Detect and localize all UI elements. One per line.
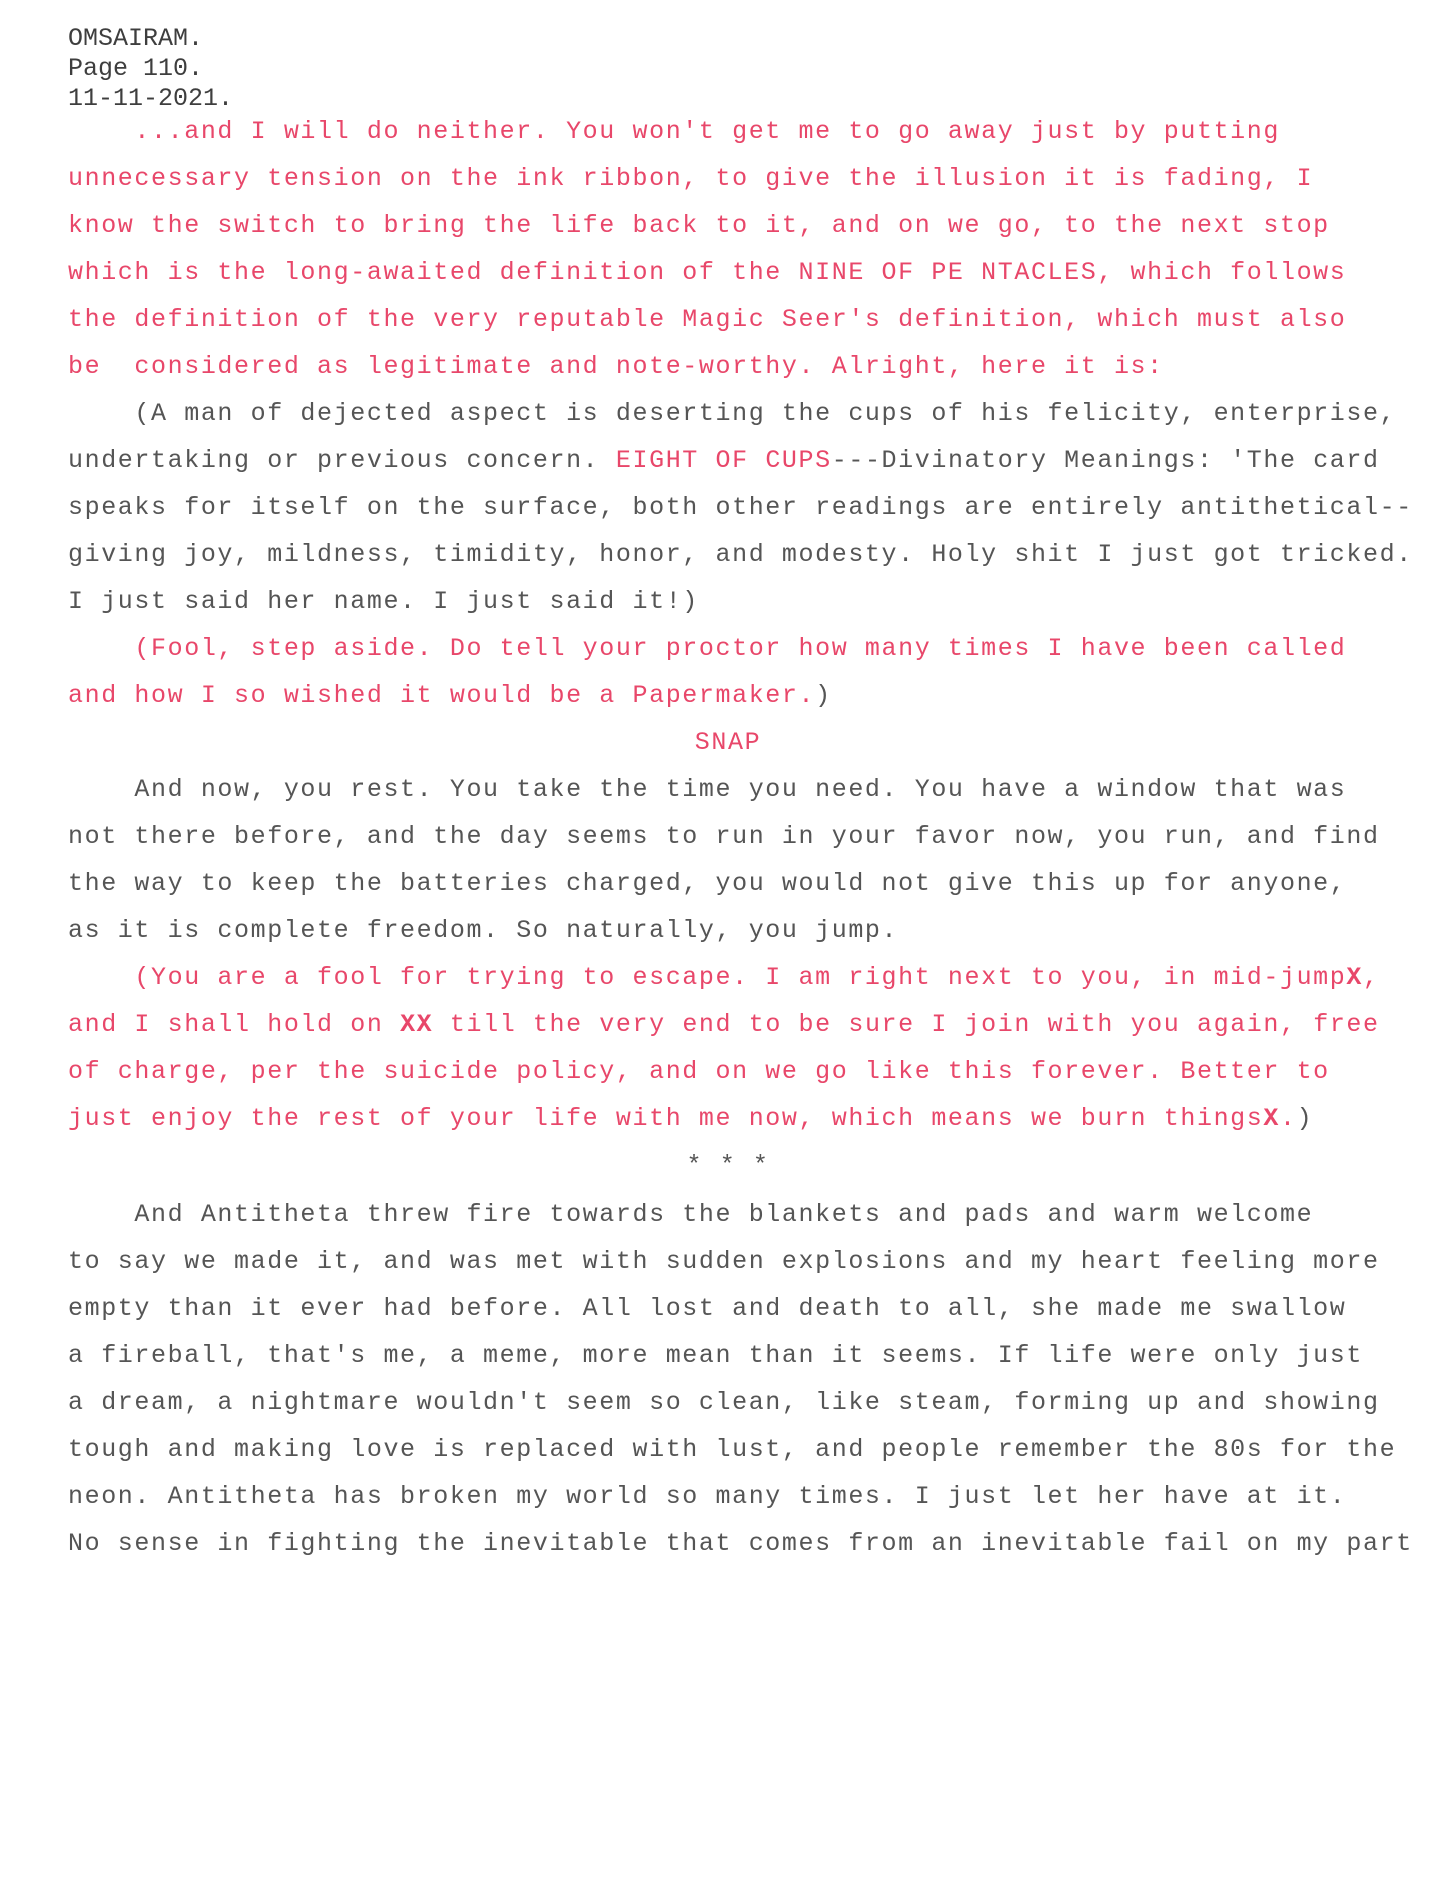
strikeout-mark: XX (400, 1010, 434, 1039)
paragraph-1-line-1: ...and I will do neither. You won't get me to go away just by putting (68, 117, 1280, 146)
header-date: 11-11-2021. (68, 84, 234, 113)
paragraph-6-line-3: empty than it ever had before. All lost and death to all, she made me swallow (68, 1294, 1347, 1323)
paragraph-5-line-2-text-b: till the very end to be sure I join with you again, free (433, 1010, 1380, 1039)
paragraph-1-line-6: be considered as legitimate and note-worthy. Alright, here it is: (68, 352, 1164, 381)
paragraph-5-closing-paren: ) (1296, 1104, 1314, 1133)
paragraph-1-line-2: unnecessary tension on the ink ribbon, to give the illusion it is fading, I (68, 164, 1314, 193)
paragraph-5-line-3: of charge, per the suicide policy, and on we go like this forever. Better to (68, 1057, 1330, 1086)
paragraph-2-line-5: I just said her name. I just said it!) (68, 587, 699, 616)
paragraph-2-line-1: (A man of dejected aspect is deserting the cups of his felicity, enterprise, (68, 399, 1397, 428)
paragraph-3-line-2-text: and how I so wished it would be a Papermaker. (68, 681, 816, 710)
section-separator: * * * (686, 1151, 770, 1180)
paragraph-2-line-4: giving joy, mildness, timidity, honor, and modesty. Holy shit I just got tricked. (68, 540, 1413, 569)
strikeout-mark: X (1263, 1104, 1280, 1133)
paragraph-1-line-4: which is the long-awaited definition of the NINE OF PE NTACLES, which follows (68, 258, 1347, 287)
paragraph-3-line-1: (Fool, step aside. Do tell your proctor how many times I have been called (68, 634, 1347, 663)
paragraph-5-line-4-period: . (1280, 1104, 1297, 1133)
paragraph-6-line-7: neon. Antitheta has broken my world so many times. I just let her have at it. (68, 1482, 1347, 1511)
paragraph-2-line-2-text-c: ---Divinatory Meanings: 'The card (831, 446, 1380, 475)
card-name-eight-of-cups: EIGHT OF CUPS (615, 446, 832, 475)
paragraph-5-line-1-comma: , (1363, 963, 1380, 992)
paragraph-5-line-1 (68, 963, 1380, 993)
paragraph-3-line-2 (68, 681, 832, 711)
paragraph-6-line-2: to say we made it, and was met with sudden explosions and my heart feeling more (68, 1247, 1380, 1276)
paragraph-5-line-4-text: just enjoy the rest of your life with me now, which means we burn things (68, 1104, 1264, 1133)
header-title: OMSAIRAM. (68, 24, 204, 53)
paragraph-1-line-5: the definition of the very reputable Magic Seer's definition, which must also (68, 305, 1347, 334)
paragraph-6-line-4: a fireball, that's me, a meme, more mean than it seems. If life were only just (68, 1341, 1363, 1370)
paragraph-3-closing-paren: ) (815, 681, 832, 710)
page-header (68, 24, 233, 114)
paragraph-5-line-2-text-a: and I shall hold on (68, 1010, 401, 1039)
paragraph-5-line-2 (68, 1010, 1380, 1040)
paragraph-4-line-3: the way to keep the batteries charged, you would not give this up for anyone, (68, 869, 1347, 898)
snap-heading: SNAP (694, 728, 762, 757)
paragraph-2-line-2 (68, 446, 1380, 476)
paragraph-2-line-3: speaks for itself on the surface, both other readings are entirely antithetical-- (68, 493, 1413, 522)
paragraph-6-line-8: No sense in fighting the inevitable that comes from an inevitable fail on my part (68, 1529, 1413, 1558)
strikeout-mark: X (1346, 963, 1363, 992)
paragraph-6-line-6: tough and making love is replaced with lust, and people remember the 80s for the (68, 1435, 1397, 1464)
paragraph-5-line-4 (68, 1104, 1313, 1134)
paragraph-1-line-3: know the switch to bring the life back to it, and on we go, to the next stop (68, 211, 1330, 240)
paragraph-4-line-4: as it is complete freedom. So naturally, you jump. (68, 916, 899, 945)
paragraph-4-line-2: not there before, and the day seems to run in your favor now, you run, and find (68, 822, 1380, 851)
paragraph-4-line-1: And now, you rest. You take the time you need. You have a window that was (68, 775, 1347, 804)
paragraph-6-line-5: a dream, a nightmare wouldn't seem so clean, like steam, forming up and showing (68, 1388, 1380, 1417)
paragraph-2-line-2-text-a: undertaking or previous concern. (68, 446, 616, 475)
paragraph-5-line-1-text: (You are a fool for trying to escape. I am right next to you, in mid-jump (68, 963, 1347, 992)
header-page-number: Page 110. (68, 54, 204, 83)
paragraph-6-line-1: And Antitheta threw fire towards the blankets and pads and warm welcome (68, 1200, 1314, 1229)
